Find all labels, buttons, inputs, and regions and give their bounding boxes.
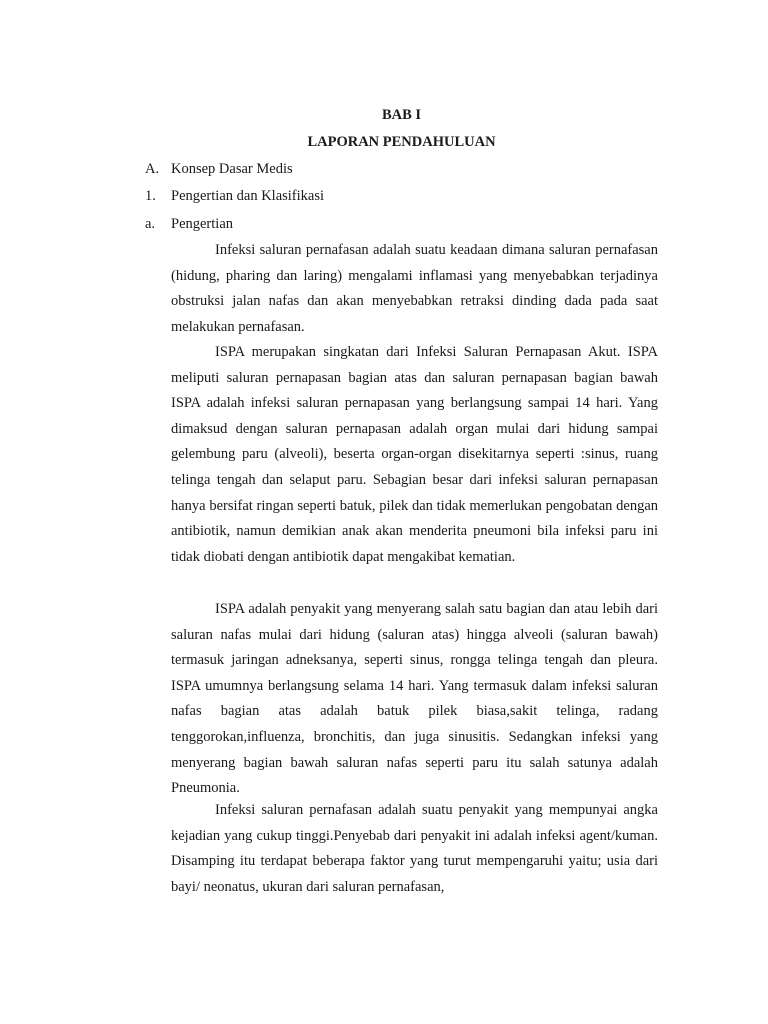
- subsection-label: Pengertian dan Klasifikasi: [171, 188, 325, 204]
- paragraph-2: ISPA merupakan singkatan dari Infeksi Saluran Pernapasan Akut. ISPA meliputi saluran pernapasan bagian atas dan saluran pernapasan bagian bawah ISPA adalah infeksi saluran pernapasan yang berlangsung sampai 14 hari. Yang dimaksud dengan saluran pernapasan adalah organ mulai dari hidung sampai gelembung paru (alveoli), beserta organ-organ disekitarnya seperti :sinus, ruang telinga tengah dan selaput paru. Sebagian besar dari infeksi saluran pernapasan hanya bersifat ringan seperti batuk, pilek dan tidak memerlukan pengobatan dengan antibiotik, namun demikian anak akan menderita pneumoni bila infeksi paru ini tidak diobati dengan antibiotik dapat mengakibat kematian.: [171, 344, 658, 565]
- subsubsection-marker: a.: [145, 216, 156, 232]
- section-label: Konsep Dasar Medis: [171, 161, 293, 177]
- chapter-heading: BAB I: [381, 107, 422, 123]
- document-title: LAPORAN PENDAHULUAN: [307, 134, 496, 150]
- paragraph-1: Infeksi saluran pernafasan adalah suatu keadaan dimana saluran pernafasan (hidung, pharing dan laring) mengalami inflamasi yang menyebabkan terjadinya obstruksi jalan nafas dan akan menyebabkan retraksi dinding dada pada saat melakukan pernafasan.: [171, 242, 658, 335]
- subsubsection-label: Pengertian: [171, 216, 234, 232]
- subsection-marker: 1.: [145, 188, 156, 204]
- paragraph-4: Infeksi saluran pernafasan adalah suatu penyakit yang mempunyai angka kejadian yang cukup tinggi.Penyebab dari penyakit ini adalah infeksi agent/kuman. Disamping itu terdapat beberapa faktor yang turut mempengaruhi yaitu; usia dari bayi/ neonatus, ukuran dari saluran pernafasan,: [171, 802, 658, 895]
- section-marker: A.: [145, 161, 160, 177]
- paragraph-3: ISPA adalah penyakit yang menyerang salah satu bagian dan atau lebih dari saluran nafas mulai dari hidung (saluran atas) hingga alveoli (saluran bawah) termasuk jaringan adneksanya, seperti sinus, rongga telinga tengah dan pleura. ISPA umumnya berlangsung selama 14 hari. Yang termasuk dalam infeksi saluran nafas bagian atas adalah batuk pilek biasa,sakit telinga, radang tenggorokan,influenza, bronchitis, dan juga sinusitis. Sedangkan infeksi yang menyerang bagian bawah saluran nafas seperti paru itu salah satunya adalah Pneumonia.: [171, 601, 658, 797]
